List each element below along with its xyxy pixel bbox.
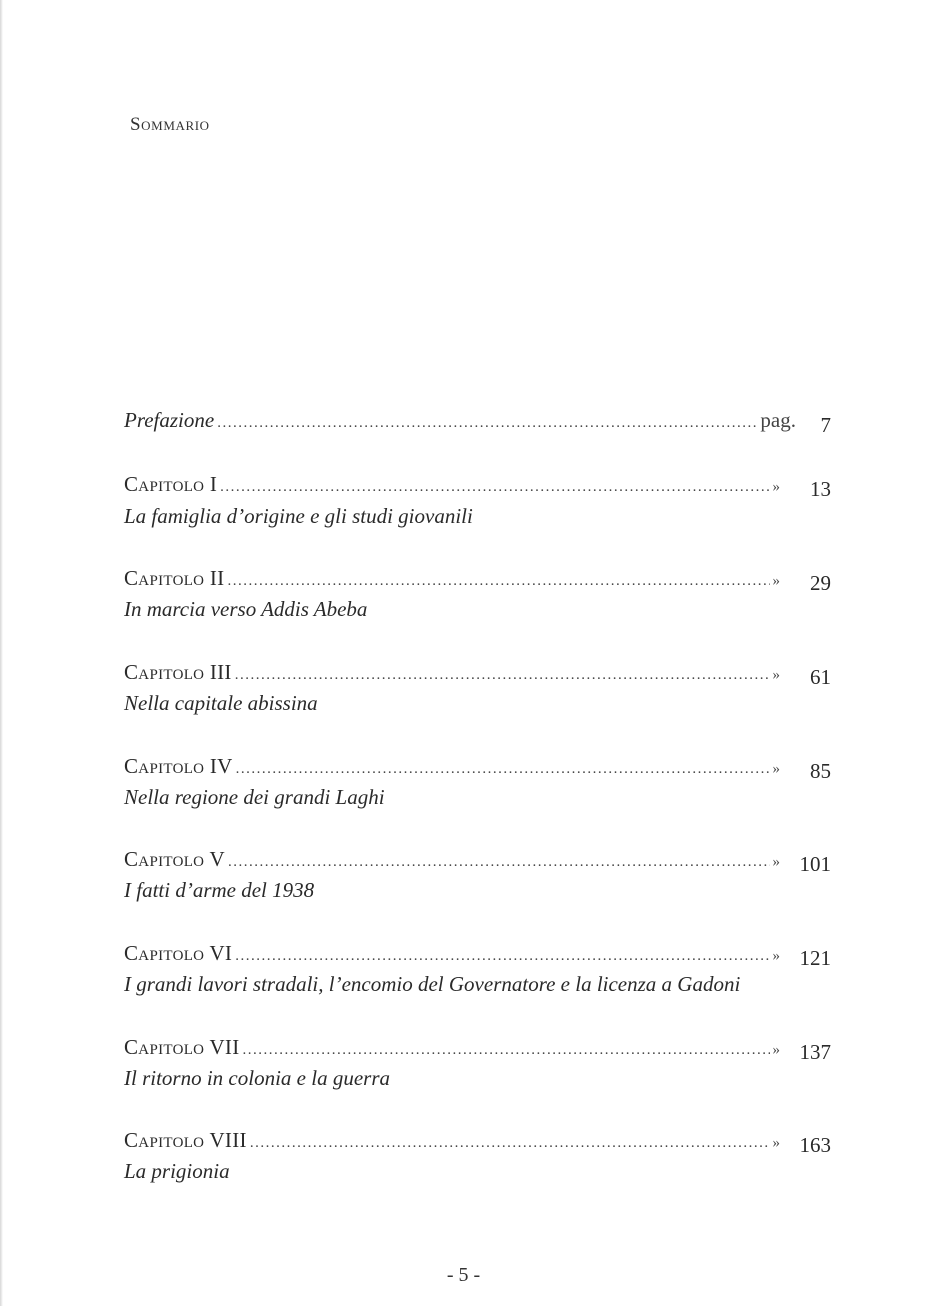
chapter-subtitle: Nella regione dei grandi Laghi: [124, 785, 385, 809]
toc-entry-chapter-4: [124, 754, 831, 784]
page-edge: [0, 0, 3, 1306]
ditto-marker: »: [772, 761, 780, 777]
chapter-label: Capitolo VI: [124, 941, 233, 965]
chapter-subtitle: I fatti d’arme del 1938: [124, 878, 315, 902]
toc-line: [124, 472, 780, 502]
page-number: 85: [810, 759, 831, 783]
preface-title: Prefazione: [124, 408, 215, 432]
toc-line: [124, 660, 780, 690]
page-title: Sommario: [130, 114, 210, 135]
toc-line: [124, 1035, 780, 1065]
page-footer-number: - 5 -: [446, 1264, 481, 1286]
chapter-label: Capitolo III: [124, 660, 232, 684]
dot-leader: [235, 667, 770, 684]
chapter-subtitle: La prigionia: [124, 1159, 230, 1183]
ditto-marker: »: [772, 1042, 780, 1058]
chapter-label: Capitolo IV: [124, 754, 233, 778]
dot-leader: [217, 415, 757, 432]
page-number: 61: [810, 665, 831, 689]
ditto-marker: »: [772, 573, 780, 589]
chapter-label: Capitolo I: [124, 472, 218, 496]
page-number: 7: [820, 413, 831, 437]
chapter-subtitle: I grandi lavori stradali, l’encomio del Governatore e la licenza a Gadoni: [124, 972, 741, 996]
chapter-label: Capitolo VII: [124, 1035, 240, 1059]
toc-line: [124, 847, 780, 877]
ditto-marker: »: [772, 1135, 780, 1151]
toc-entry-chapter-2: [124, 566, 831, 596]
chapter-subtitle: Nella capitale abissina: [124, 691, 318, 715]
ditto-marker: »: [772, 667, 780, 683]
chapter-subtitle: In marcia verso Addis Abeba: [124, 597, 368, 621]
page-number: 29: [810, 571, 831, 595]
toc-entry-chapter-7: [124, 1035, 831, 1065]
dot-leader: [227, 573, 769, 590]
toc-entry-chapter-6: [124, 941, 831, 971]
ditto-marker: »: [772, 948, 780, 964]
chapter-label: Capitolo II: [124, 566, 225, 590]
page-number: 137: [799, 1040, 831, 1064]
chapter-label: Capitolo V: [124, 847, 225, 871]
toc-line: [124, 1128, 780, 1158]
page-marker: pag.: [760, 408, 796, 432]
toc-entry-chapter-1: [124, 472, 831, 502]
toc-entry-chapter-8: [124, 1128, 831, 1158]
toc-line: [124, 754, 780, 784]
dot-leader: [250, 1135, 770, 1152]
page-number: 101: [799, 852, 831, 876]
page-number: 13: [810, 477, 831, 501]
page-number: 121: [799, 946, 831, 970]
ditto-marker: »: [772, 854, 780, 870]
dot-leader: [228, 854, 770, 871]
toc-entry-chapter-3: [124, 660, 831, 690]
dot-leader: [236, 761, 770, 778]
chapter-subtitle: La famiglia d’origine e gli studi giovanili: [124, 504, 473, 528]
toc-entry-preface: [124, 408, 831, 438]
dot-leader: [235, 948, 769, 965]
ditto-marker: »: [772, 479, 780, 495]
dot-leader: [220, 479, 769, 496]
chapter-label: Capitolo VIII: [124, 1128, 247, 1152]
chapter-subtitle: Il ritorno in colonia e la guerra: [124, 1066, 390, 1090]
toc-line: [124, 941, 780, 971]
toc-line: [124, 566, 780, 596]
toc-entry-chapter-5: [124, 847, 831, 877]
dot-leader: [243, 1042, 770, 1059]
toc-line: [124, 408, 796, 438]
page-number: 163: [799, 1133, 831, 1157]
